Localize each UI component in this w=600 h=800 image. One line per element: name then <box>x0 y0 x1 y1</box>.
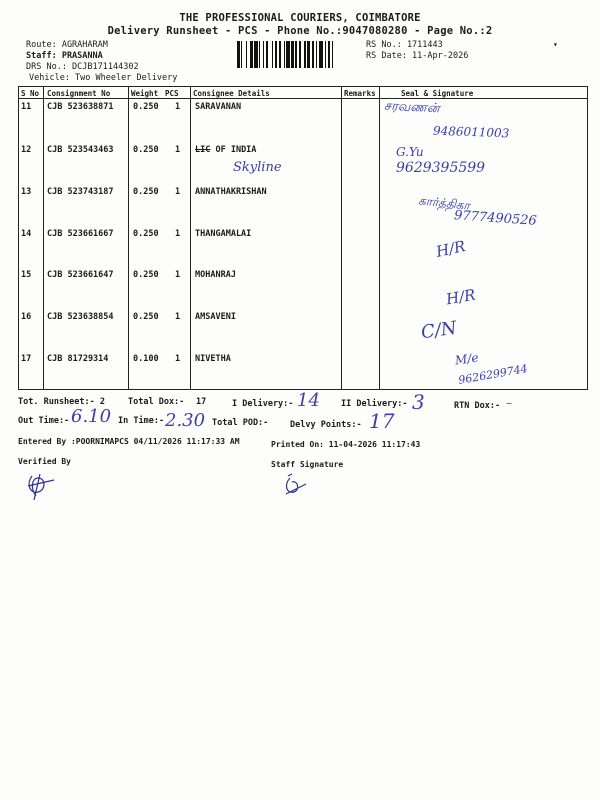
row-consignee: ANNATHAKRISHAN <box>195 187 267 197</box>
total-dox-label: Total Dox:- <box>128 397 185 407</box>
row-consignee: AMSAVENI <box>195 312 236 322</box>
row-weight: 0.250 <box>133 270 159 280</box>
row-pcs: 1 <box>175 187 181 197</box>
i-delivery-label: I Delivery:- <box>232 399 294 409</box>
row-consignment-no: CJB 81729314 <box>47 354 109 364</box>
header-sno: S No <box>21 89 40 98</box>
row-weight: 0.250 <box>133 229 159 239</box>
runsheet-subtitle: Delivery Runsheet - PCS - Phone No.:9047080280 - Page No.:2 <box>107 25 493 37</box>
handwritten-signature: H/R <box>434 237 467 261</box>
row-weight: 0.250 <box>133 312 159 322</box>
verified-by-label: Verified By <box>18 457 71 466</box>
rtn-dox-label: RTN Dox:- <box>454 401 501 411</box>
header-weight: Weight <box>131 89 159 98</box>
route-label: Route: AGRAHARAM <box>26 40 108 50</box>
printed-on: Printed On: 11-04-2026 11:17:43 <box>271 440 421 449</box>
row-weight: 0.100 <box>133 354 159 364</box>
handwritten-signature: G.Yu <box>396 145 424 159</box>
total-pod-label: Total POD:- <box>212 418 269 428</box>
staff-label: Staff: PRASANNA <box>26 51 103 61</box>
row-weight: 0.250 <box>133 187 159 197</box>
barcode-bar <box>333 41 336 68</box>
handwritten-signature: H/R <box>444 285 477 309</box>
header-consignment: Consignment No <box>47 89 111 98</box>
row-pcs: 1 <box>175 312 181 322</box>
row-consignment-no: CJB 523661667 <box>47 229 114 239</box>
handwritten-phone: 9486011003 <box>432 123 510 141</box>
handwritten-phone: 9777490526 <box>453 208 538 229</box>
row-weight: 0.250 <box>133 145 159 155</box>
row-weight: 0.250 <box>133 102 159 112</box>
delvy-points-value: 17 <box>369 409 395 433</box>
handwritten-phone: 9629395599 <box>396 160 486 176</box>
handwritten-signature: M/e <box>454 350 480 368</box>
row-consignment-no: CJB 523543463 <box>47 145 114 155</box>
row-pcs: 1 <box>175 102 181 112</box>
staff-signature <box>282 472 310 500</box>
total-dox-value: 17 <box>196 397 207 407</box>
row-consignee: SARAVANAN <box>195 102 242 112</box>
barcode <box>237 41 361 68</box>
ii-delivery-value: 3 <box>412 390 425 414</box>
rtn-dox-value: – <box>506 396 512 410</box>
row-consignment-no: CJB 523638854 <box>47 312 114 322</box>
vehicle-label: Vehicle: Two Wheeler Delivery <box>29 73 178 83</box>
row-sno: 12 <box>21 145 32 155</box>
entered-by: Entered By :POORNIMAPCS 04/11/2026 11:17:33 AM <box>18 437 240 446</box>
header-pcs: PCS <box>165 89 179 98</box>
row-consignment-no: CJB 523661647 <box>47 270 114 280</box>
handwritten-phone: 9626299744 <box>457 362 529 387</box>
row-pcs: 1 <box>175 354 181 364</box>
rs-date: RS Date: 11-Apr-2026 <box>366 51 469 61</box>
row-pcs: 1 <box>175 270 181 280</box>
i-delivery-value: 14 <box>297 390 320 411</box>
handwritten-signature: சரவணன் <box>383 98 440 117</box>
in-time-value: 2.30 <box>165 410 206 431</box>
drs-number: DRS No.: DCJB171144302 <box>26 62 139 72</box>
out-time-value: 6.10 <box>71 406 112 427</box>
header-remarks: Remarks <box>344 89 376 98</box>
handwritten-extra: Skyline <box>233 160 282 175</box>
verified-signature <box>24 470 64 502</box>
in-time-label: In Time:- <box>118 416 165 426</box>
header-consignee: Consignee Details <box>193 89 270 98</box>
row-pcs: 1 <box>175 229 181 239</box>
row-sno: 15 <box>21 270 32 280</box>
row-pcs: 1 <box>175 145 181 155</box>
delvy-points-label: Delvy Points:- <box>290 420 362 430</box>
consignee-text: OF INDIA <box>210 145 257 155</box>
row-consignee: MOHANRAJ <box>195 270 236 280</box>
total-runsheet: Tot. Runsheet:- 2 <box>18 397 105 407</box>
corner-arrow-icon: ▾ <box>553 40 558 49</box>
row-consignment-no: CJB 523743187 <box>47 187 114 197</box>
row-sno: 16 <box>21 312 32 322</box>
staff-signature-label: Staff Signature <box>271 460 344 469</box>
handwritten-signature: C/N <box>419 317 458 344</box>
row-consignee: THANGAMALAI <box>195 229 252 239</box>
row-sno: 17 <box>21 354 32 364</box>
company-title: THE PROFESSIONAL COURIERS, COIMBATORE <box>179 12 421 24</box>
row-consignment-no: CJB 523638871 <box>47 102 114 112</box>
row-consignee <box>195 145 256 155</box>
row-sno: 11 <box>21 102 32 112</box>
row-sno: 14 <box>21 229 32 239</box>
struck-text: LIC <box>195 145 211 155</box>
row-sno: 13 <box>21 187 32 197</box>
ii-delivery-label: II Delivery:- <box>341 399 408 409</box>
row-consignee: NIVETHA <box>195 354 231 364</box>
out-time-label: Out Time:- <box>18 416 70 426</box>
handwritten-signature: கார்த்திகா <box>417 193 471 213</box>
header-seal-signature: Seal & Signature <box>401 89 474 98</box>
rs-number: RS No.: 1711443 <box>366 40 443 50</box>
